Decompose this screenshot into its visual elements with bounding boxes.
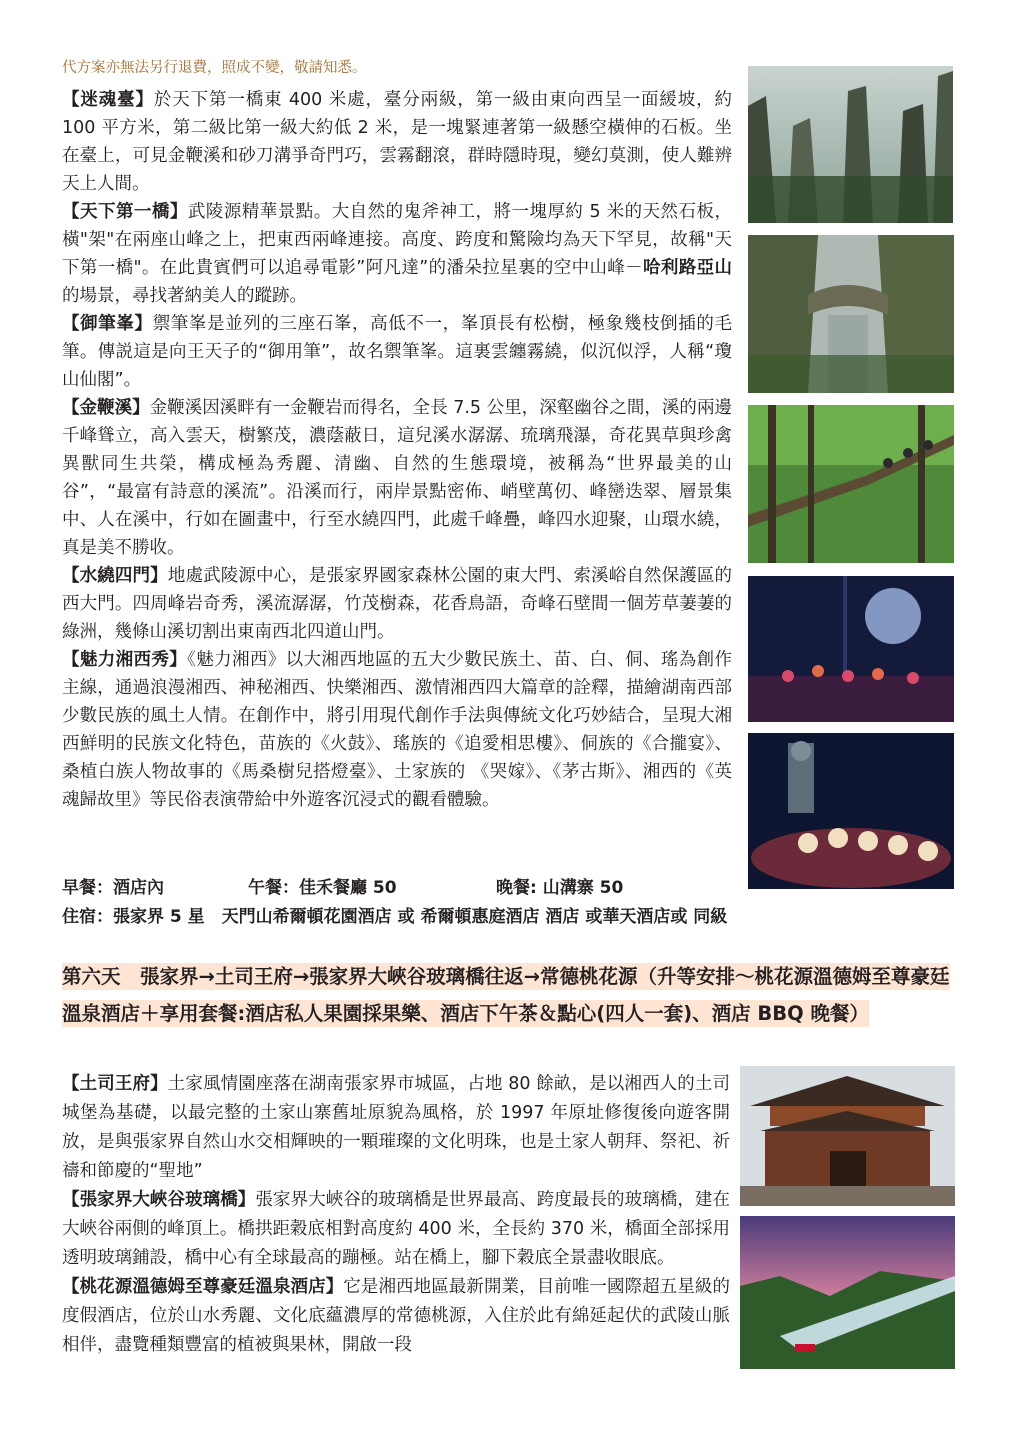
section-shuiraosimen bbox=[62, 562, 732, 646]
jinbianxi-photo bbox=[748, 405, 954, 563]
stay-info: 住宿：張家界 5 星 天門山希爾頓花園酒店 或 希爾頓惠庭酒店 酒店 或華天酒店或 同級 bbox=[62, 907, 728, 927]
section-title: 【金鞭溪】 bbox=[62, 398, 150, 418]
section-title: 【御筆峯】 bbox=[62, 314, 153, 334]
xiangxi-show-photo-1 bbox=[748, 576, 954, 722]
xiangxi-show-photo-2 bbox=[748, 733, 954, 889]
section-text: 《魅力湘西》以大湘西地區的五大少數民族土、苗、白、侗、瑤為創作主線，通過浪漫湘西、神秘湘西、快樂湘西、激情湘西四大篇章的詮釋，描繪湖南西部少數民族的風土人情。在創作中，將引用現代創作手法與傳統文化巧妙結合，呈現大湘西鮮明的民族文化特色，苗族的《火鼓》、瑤族的《追愛相思樓》、侗族的《合攏宴》、桑植白族人物故事的《馬桑樹兒搭燈臺》、土家族的 《哭嫁》、《茅古斯》、湘西的《英魂歸故里》等民俗表演帶給中外遊客沉浸式的觀看體驗。 bbox=[62, 650, 733, 810]
section-text: 的場景，尋找著納美人的蹤跡。 bbox=[62, 286, 307, 306]
section-jinbianxi bbox=[62, 394, 732, 562]
section-text: 禦筆峯是並列的三座石峯，高低不一，峯頂長有松樹，極象幾枝倒插的毛筆。傳説這是向王天子的“御用筆”，故名禦筆峯。這裏雲纏霧繞，似沉似浮，人稱“瓊山仙閣”。 bbox=[62, 314, 732, 390]
section-text: 土家風情園座落在湖南張家界市城區，占地 80 餘畝，是以湘西人的土司城堡為基礎，以最完整的土家山寨舊址原貌為風格，於 1997 年原址修復後向遊客開放，是與張家界自然山水交相輝映的一顆璀璨的文化明珠，也是土家人朝拜、祭祀、祈禱和節慶的“聖地” bbox=[62, 1074, 730, 1181]
dinner-info: 晚餐: 山溝寨 50 bbox=[496, 878, 624, 898]
main-text-column bbox=[62, 54, 732, 814]
section-charming-xiangxi bbox=[62, 646, 732, 814]
section-text: 張家界大峽谷的玻璃橋是世界最高、跨度最長的玻璃橋，建在大峽谷兩側的峰頂上。橋拱距穀底相對高度約 400 米，全長約 370 米，橋面全部採用透明玻璃鋪設，橋中心有全球最高的蹦極。站在橋上，腳下穀底全景盡收眼底。 bbox=[62, 1190, 731, 1268]
section-text: 地處武陵源中心，是張家界國家森林公園的東大門、索溪峪自然保護區的西大門。四周峰岩奇秀，溪流潺潺，竹茂樹森，花香鳥語，奇峰石壁間一個芳草萋萋的綠洲，幾條山溪切割出東南西北四道山門。 bbox=[62, 566, 732, 642]
top-note: 代方案亦無法另行退費，照成不變，敬請知悉。 bbox=[62, 60, 367, 76]
section-glass-bridge bbox=[62, 1186, 730, 1273]
mihuntai-photo bbox=[748, 66, 953, 223]
hallelujah-mountain-term: 哈利路亞山 bbox=[642, 258, 733, 278]
section-title: 【桃花源溫德姆至尊豪廷溫泉酒店】 bbox=[62, 1277, 344, 1297]
tusi-palace-photo bbox=[740, 1066, 955, 1206]
day6-title-text: 第六天 張家界→土司王府→張家界大峽谷玻璃橋往返→常德桃花源（升等安排～桃花源溫德姆至尊豪廷溫泉酒店＋享用套餐:酒店私人果園採果樂、酒店下午茶＆點心(四人一套)、酒店 BBQ 晚餐） bbox=[62, 965, 950, 1025]
glass-bridge-photo bbox=[740, 1216, 955, 1369]
tianxia-bridge-photo bbox=[748, 235, 954, 393]
breakfast-info: 早餐：酒店內 bbox=[62, 878, 164, 898]
section-mihuntai bbox=[62, 86, 732, 198]
section-title: 【土司王府】 bbox=[62, 1074, 168, 1094]
section-tusi-palace bbox=[62, 1070, 730, 1186]
section-yubifeng bbox=[62, 310, 732, 394]
section-title: 【魅力湘西秀】 bbox=[62, 650, 188, 670]
section-text: 武陵源精華景點。大自然的鬼斧神工，將一塊厚約 5 米的天然石板，橫"架"在兩座山峰之上，把東西兩峰連接。高度、跨度和驚險均為天下罕見，故稱"天下第一橋"。在此貴賓們可以追尋電影”阿凡達”的潘朵拉星裏的空中山峰－ bbox=[62, 202, 732, 278]
meals-row bbox=[62, 873, 762, 899]
section-title: 【張家界大峽谷玻璃橋】 bbox=[62, 1190, 256, 1210]
lunch-info: 午餐：佳禾餐廳 50 bbox=[248, 878, 397, 898]
section-wyndham-hotel bbox=[62, 1273, 730, 1360]
section-text: 金鞭溪因溪畔有一金鞭岩而得名，全長 7.5 公里，深壑幽谷之間，溪的兩邊千峰聳立，高入雲天，樹繁茂，濃蔭蔽日，這兒溪水潺潺、琉璃飛瀑，奇花異草與珍禽異獸同生共榮，構成極為秀麗、清幽、自然的生態環境，被稱為“世界最美的山谷”，“最富有詩意的溪流”。沿溪而行，兩岸景點密佈、峭壁萬仞、峰巒迭翠、層景集中、人在溪中，行如在圖畫中，行至水繞四門，此處千峰疊，峰四水迎聚，山環水繞，真是美不勝收。 bbox=[62, 398, 732, 558]
section-text: 它是湘西地區最新開業，目前唯一國際超五星級的度假酒店，位於山水秀麗、文化底蘊濃厚的常德桃源，入住於此有綿延起伏的武陵山脈相伴，盡覽種類豐富的植被與果林，開啟一段 bbox=[62, 1277, 730, 1355]
section-title: 【迷魂臺】 bbox=[62, 90, 154, 110]
section-title: 【天下第一橋】 bbox=[62, 202, 188, 222]
day6-text-column bbox=[62, 1070, 730, 1360]
section-tianxia-bridge bbox=[62, 198, 732, 310]
day6-title bbox=[62, 958, 962, 1032]
section-title: 【水繞四門】 bbox=[62, 566, 168, 586]
section-text: 於天下第一橋東 400 米處，臺分兩級，第一級由東向西呈一面緩坡，約 100 平方米，第二級比第一級大約低 2 米，是一塊緊連著第一級懸空橫伸的石板。坐在臺上，可見金鞭溪和砂刀溝爭奇門巧，雲霧翻滾，群時隱時現，變幻莫測，使人難辨天上人間。 bbox=[62, 90, 733, 194]
